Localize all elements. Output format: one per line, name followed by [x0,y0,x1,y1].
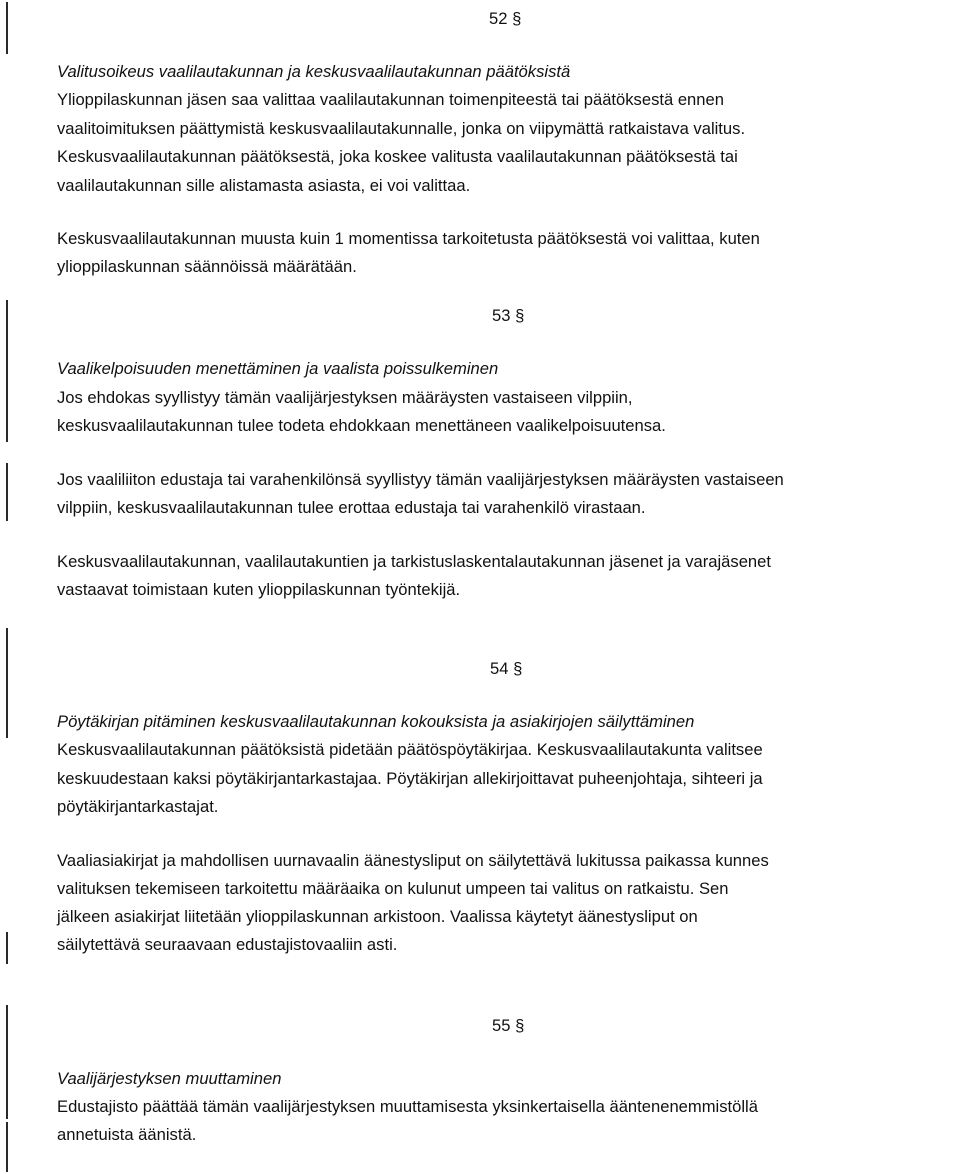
paragraph-line: Jos vaaliliiton edustaja tai varahenkilönsä syyllistyy tämän vaalijärjestyksen määräysten vastaiseen [57,470,784,489]
change-bar [6,1122,8,1172]
paragraph-line: Keskusvaalilautakunnan päätöksistä pidetään päätöspöytäkirjaa. Keskusvaalilautakunta valitsee [57,740,763,759]
change-bar [6,2,8,54]
paragraph-line: vaalitoimituksen päättymistä keskusvaalilautakunnalle, jonka on viipymättä ratkaistava valitus. [57,119,746,138]
paragraph-line: Jos ehdokas syyllistyy tämän vaalijärjestyksen määräysten vastaiseen vilppiin, [57,388,633,407]
section-title: Pöytäkirjan pitäminen keskusvaalilautakunnan kokouksista ja asiakirjojen säilyttäminen [57,712,695,731]
change-bar [6,300,8,442]
paragraph-line: säilytettävä seuraavaan edustajistovaaliin asti. [57,935,398,954]
paragraph-line: keskusvaalilautakunnan tulee todeta ehdokkaan menettäneen vaalikelpoisuutensa. [57,416,666,435]
section-heading: 53 § [492,306,525,325]
section-title: Vaalikelpoisuuden menettäminen ja vaalista poissulkeminen [57,359,499,378]
section-heading: 55 § [492,1016,525,1035]
paragraph-line: vaalilautakunnan sille alistamasta asiasta, ei voi valittaa. [57,176,471,195]
change-bar [6,1005,8,1119]
section-title: Valitusoikeus vaalilautakunnan ja keskusvaalilautakunnan päätöksistä [57,62,571,81]
paragraph-line: Keskusvaalilautakunnan muusta kuin 1 momentissa tarkoitetusta päätöksestä voi valittaa, kuten [57,229,760,248]
paragraph-line: ylioppilaskunnan säännöissä määrätään. [57,257,357,276]
paragraph-line: Edustajisto päättää tämän vaalijärjestyksen muuttamisesta yksinkertaisella ääntenenemmistöllä [57,1097,758,1116]
paragraph-line: Keskusvaalilautakunnan, vaalilautakuntien ja tarkistuslaskentalautakunnan jäsenet ja varajäsenet [57,552,771,571]
change-bar [6,932,8,964]
paragraph-line: keskuudestaan kaksi pöytäkirjantarkastajaa. Pöytäkirjan allekirjoittavat puheenjohtaja, sihteeri ja [57,769,763,788]
change-bar [6,463,8,521]
paragraph-line: Vaaliasiakirjat ja mahdollisen uurnavaalin äänestysliput on säilytettävä lukitussa paikassa kunnes [57,851,769,870]
paragraph-line: annetuista äänistä. [57,1125,197,1144]
paragraph-line: vastaavat toimistaan kuten ylioppilaskunnan työntekijä. [57,580,461,599]
section-heading: 52 § [489,9,522,28]
section-heading: 54 § [490,659,523,678]
paragraph-line: valituksen tekemiseen tarkoitettu määräaika on kulunut umpeen tai valitus on ratkaistu. Sen [57,879,729,898]
change-bar [6,628,8,738]
paragraph-line: vilppiin, keskusvaalilautakunnan tulee erottaa edustaja tai varahenkilö virastaan. [57,498,646,517]
paragraph-line: Ylioppilaskunnan jäsen saa valittaa vaalilautakunnan toimenpiteestä tai päätöksestä ennen [57,90,724,109]
section-title: Vaalijärjestyksen muuttaminen [57,1069,282,1088]
paragraph-line: Keskusvaalilautakunnan päätöksestä, joka koskee valitusta vaalilautakunnan päätöksestä tai [57,147,738,166]
paragraph-line: jälkeen asiakirjat liitetään ylioppilaskunnan arkistoon. Vaalissa käytetyt äänestysliput on [57,907,698,926]
paragraph-line: pöytäkirjantarkastajat. [57,797,219,816]
